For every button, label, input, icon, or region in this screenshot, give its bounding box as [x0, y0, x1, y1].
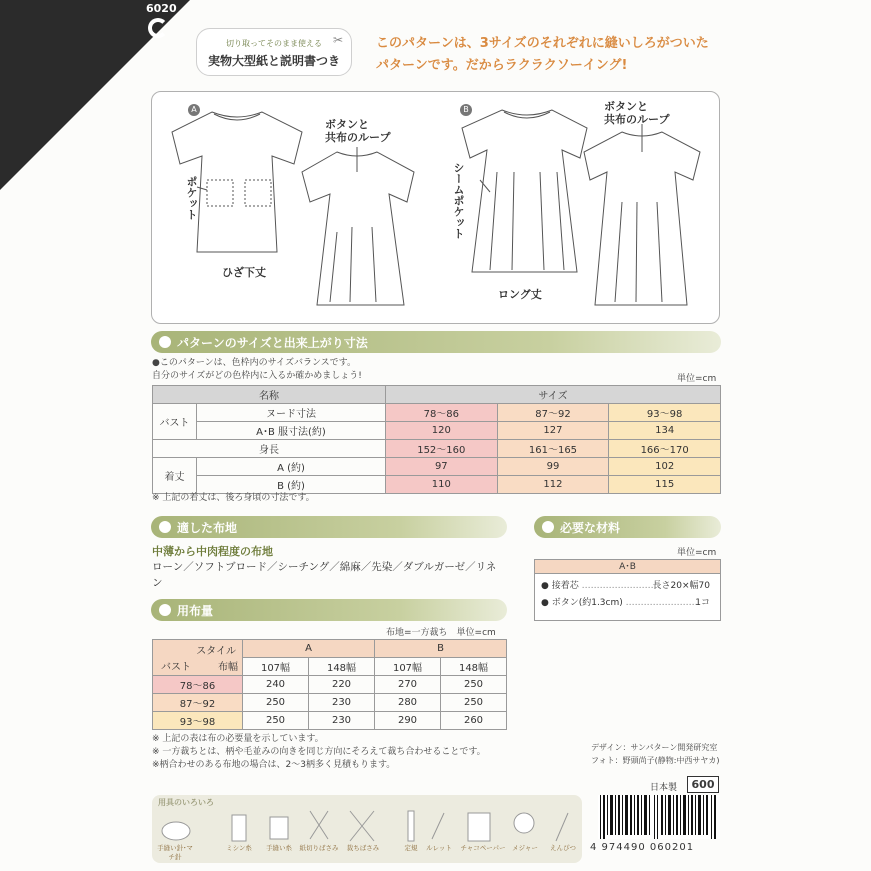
materials-table	[534, 559, 721, 621]
tools-title: 用具のいろいろ	[158, 798, 214, 807]
cell: 230	[309, 694, 375, 712]
row-len-a: A (約)	[197, 458, 386, 476]
tag-big-text: 実物大型紙と説明書つき	[207, 54, 340, 68]
fabric-section-header	[151, 516, 507, 538]
tool-label: 紙切りばさみ	[299, 844, 339, 852]
cell: 97	[385, 458, 497, 476]
yardage-unit: 布地=一方裁ち 単位=cm	[386, 628, 496, 638]
fabric-title: 中薄から中肉程度の布地	[152, 545, 273, 558]
bullet-icon	[159, 521, 171, 533]
material-row: ● ボタン(約1.3cm) …………………… 1コ	[541, 598, 710, 608]
tool-label: ミシン糸	[226, 844, 252, 852]
button-loop-label-b: ボタンと 共布のループ	[604, 100, 670, 126]
cell: 152〜160	[385, 440, 497, 458]
style-a-header: A	[243, 640, 375, 658]
ruler-icon	[408, 811, 414, 841]
cell: 87〜92	[497, 404, 609, 422]
cell: 230	[309, 712, 375, 730]
cell: 99	[497, 458, 609, 476]
row-nude: ヌード寸法	[197, 404, 386, 422]
style-b-header: B	[375, 640, 507, 658]
cell: 250	[243, 694, 309, 712]
fabric-scissors-icon	[350, 811, 374, 841]
paper-scissors-icon	[310, 811, 328, 839]
fabric-section-title: 適した布地	[177, 521, 238, 535]
yardage-section-header	[151, 599, 507, 621]
tools-strip	[152, 795, 582, 863]
pocket-right-icon	[245, 180, 271, 206]
headline	[376, 33, 709, 77]
materials-section-header	[534, 516, 721, 538]
pincushion-icon	[162, 822, 190, 840]
row-bust: バスト	[153, 404, 197, 440]
cell: 134	[609, 422, 721, 440]
bust-cell: 87〜92	[153, 694, 243, 712]
width-header: 148幅	[309, 658, 375, 676]
cell: 250	[441, 676, 507, 694]
brand-logo-icon	[148, 18, 168, 38]
illustration-panel	[151, 91, 720, 324]
pattern-code: 6020	[146, 2, 177, 15]
pencil-icon	[556, 813, 568, 841]
pattern-tag	[196, 28, 352, 76]
cell: 115	[609, 476, 721, 494]
tool-label: 定規	[404, 844, 418, 852]
header-name: 名称	[153, 386, 386, 404]
cell: 112	[497, 476, 609, 494]
cell: 220	[309, 676, 375, 694]
tool-label: えんぴつ	[550, 844, 576, 852]
cell: 166〜170	[609, 440, 721, 458]
cell: 250	[243, 712, 309, 730]
yardage-section-title: 用布量	[177, 604, 214, 618]
dress-drawings	[152, 92, 721, 325]
materials-unit: 単位=cm	[677, 548, 717, 558]
width-header: 107幅	[243, 658, 309, 676]
cell: 280	[375, 694, 441, 712]
bullet-icon	[542, 521, 554, 533]
width-header: 107幅	[375, 658, 441, 676]
chalk-paper-icon	[468, 813, 490, 841]
cell: 240	[243, 676, 309, 694]
credits: デザイン：サンパターン開発研究室 フォト：野頭尚子(静物:中西サヤカ)	[591, 743, 720, 765]
length-a-label: ひざ下丈	[222, 266, 266, 279]
cell: 250	[441, 694, 507, 712]
cell: 161〜165	[497, 440, 609, 458]
tape-measure-icon	[514, 813, 534, 833]
cell: 127	[497, 422, 609, 440]
tool-label: チャコペーパー	[460, 844, 506, 852]
size-footnote: ※ 上記の着丈は、後ろ身頃の寸法です。	[152, 493, 315, 503]
cell: 120	[385, 422, 497, 440]
barcode-icon	[598, 795, 720, 839]
barcode-digits: 4 974490 060201	[590, 842, 695, 853]
size-section-header	[151, 331, 721, 353]
bust-cell: 78〜86	[153, 676, 243, 694]
tool-label: 手縫い針･マチ針	[157, 844, 193, 861]
button-loop-label-a: ボタンと 共布のループ	[325, 118, 391, 144]
price-box: 600	[687, 776, 719, 793]
header-size: サイズ	[385, 386, 720, 404]
pocket-label: ポケット	[185, 176, 198, 220]
headline-line2: パターンです。だからラクラクソーイング!	[376, 58, 628, 73]
tool-label: メジャー	[512, 844, 538, 852]
cell: 110	[385, 476, 497, 494]
width-header: 148幅	[441, 658, 507, 676]
headline-line1: このパターンは、3サイズのそれぞれに縫いしろがついた	[376, 36, 709, 51]
tool-label: ルレット	[426, 844, 452, 852]
bust-cell: 93〜98	[153, 712, 243, 730]
bullet-icon	[159, 604, 171, 616]
bullet-icon	[159, 336, 171, 348]
material-row: ● 接着芯 …………………… 長さ20×幅70	[541, 581, 710, 591]
tool-icons	[152, 809, 582, 843]
size-section-title: パターンのサイズと出来上がり寸法	[177, 336, 368, 350]
scissors-icon: ✂	[332, 33, 343, 47]
fabric-body: ローン／ソフトブロード／シーチング／綿麻／先染／ダブルガーゼ／リネン	[152, 561, 497, 589]
cell: 290	[375, 712, 441, 730]
size-unit: 単位=cm	[677, 374, 717, 384]
cell: 78〜86	[385, 404, 497, 422]
row-garment: A･B 服寸法(約)	[197, 422, 386, 440]
size-note: ●このパターンは、色枠内のサイズバランスです。 自分のサイズがどの色枠内に入るか確かめましょう!	[152, 358, 362, 381]
dress-a-back	[302, 152, 414, 305]
dress-b-back	[584, 132, 700, 305]
cell: 260	[441, 712, 507, 730]
made-in-japan: 日本製	[650, 783, 678, 793]
pocket-left-icon	[207, 180, 233, 206]
size-table	[152, 385, 721, 494]
seam-pocket-label: シームポケット	[452, 162, 465, 239]
cell: 270	[375, 676, 441, 694]
thread-spool-icon	[232, 815, 246, 841]
length-b-label: ロング丈	[498, 288, 542, 301]
row-len-b: B (約)	[197, 476, 386, 494]
materials-section-title: 必要な材料	[560, 521, 621, 535]
hand-thread-icon	[270, 817, 288, 839]
yardage-notes: ※ 上記の表は布の必要量を示しています。 ※ 一方裁ちとは、柄や毛並みの向きを同じ方向にそろえて裁ち合わせることです。 ※柄合わせのある布地の場合は、2〜3柄多く見積もります。	[152, 734, 486, 770]
tag-small-text: 切り取ってそのまま使える	[226, 39, 322, 48]
tracing-wheel-icon	[432, 813, 444, 839]
tool-label: 裁ちばさみ	[346, 844, 380, 852]
row-height: 身長	[153, 440, 386, 458]
materials-header: A･B	[535, 560, 720, 574]
corner-header: スタイル バスト 布幅	[153, 640, 243, 676]
cell: 93〜98	[609, 404, 721, 422]
cell: 102	[609, 458, 721, 476]
style-b-marker: B	[460, 104, 472, 116]
yardage-table	[152, 639, 507, 730]
row-length: 着丈	[153, 458, 197, 494]
style-a-marker: A	[188, 104, 200, 116]
tool-label: 手縫い糸	[266, 844, 292, 852]
dress-b-front	[462, 110, 587, 272]
